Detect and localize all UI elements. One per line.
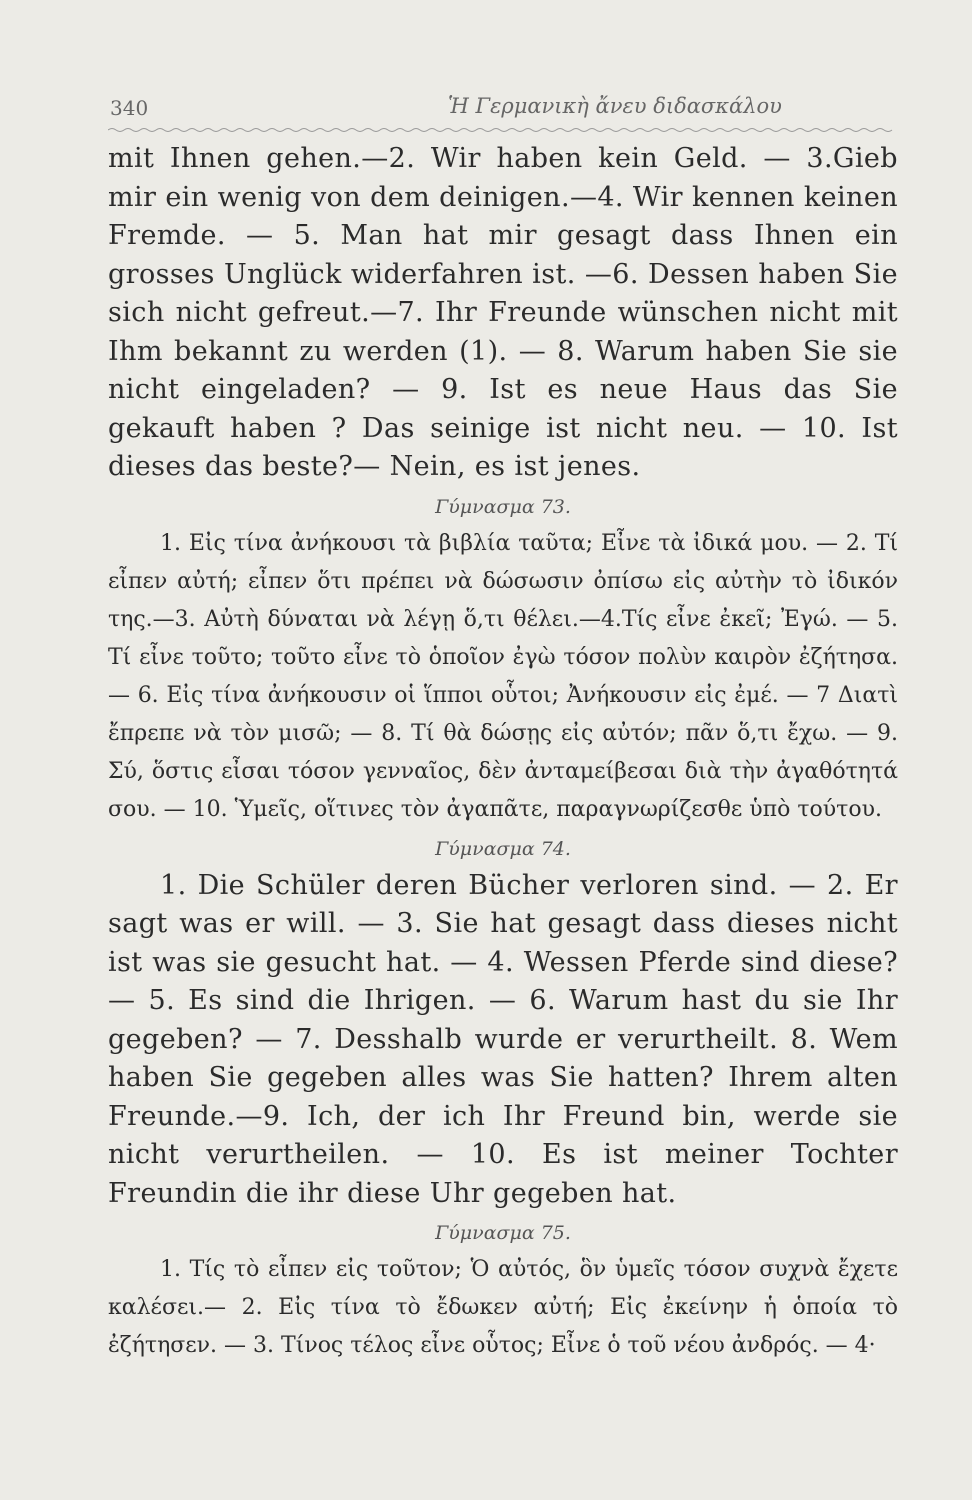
running-title: Ἡ Γερμανικὴ ἄνευ διδασκάλου <box>448 94 782 118</box>
exercise-heading-74: Γύμνασμα 74. <box>435 837 571 860</box>
german-paragraph-74: 1. Die Schüler deren Bücher verloren sind. — 2. Er sagt was er will. — 3. Sie hat gesagt dass dieses nicht ist was sie gesucht hat. — 4. Wessen Pferde sind diese? — 5. Es sind die Ihrigen. — 6. Warum hast du sie Ihr gegeben? — 7. Desshalb wurde er verurtheilt. 8. Wem haben Sie gegeben alles was Sie hatten? Ihrem alten Freunde.—9. Ich, der ich Ihr Freund bin, werde sie nicht verurtheilen. — 10. Es ist meiner Tochter Freundin die ihr diese Uhr gegeben hat. <box>108 869 898 1209</box>
wavy-header-rule <box>108 127 898 133</box>
page-header <box>108 92 898 122</box>
page-body <box>108 140 898 1365</box>
greek-paragraph-73: 1. Εἰς τίνα ἀνήκουσι τὰ βιβλία ταῦτα; Εἶνε τὰ ἰδικά μου. — 2. Τί εἶπεν αὐτή; εἶπεν ὅτι πρέπει νὰ δώσωσιν ὀπίσω εἰς αὐτὴν τὸ ἰδικόν της.—3. Αὐτὴ δύναται νὰ λέγῃ ὅ,τι θέλει.—4.Τίς εἶνε ἐκεῖ; Ἐγώ. — 5. Τί εἶνε τοῦτο; τοῦτο εἶνε τὸ ὁποῖον ἐγὼ τόσον πολὺν καιρὸν ἐζήτησα. — 6. Εἰς τίνα ἀνήκουσιν οἱ ἵπποι οὗτοι; Ἀνήκουσιν εἰς ἐμέ. — 7 Διατὶ ἔπρεπε νὰ τὸν μισῶ; — 8. Τί θὰ δώσῃς εἰς αὐτόν; πᾶν ὅ,τι ἔχω. — 9. Σύ, ὅστις εἶσαι τόσον γενναῖος, δὲν ἀνταμείβεσαι διὰ τὴν ἀγαθότητά σου. — 10. Ὑμεῖς, οἵτινες τὸν ἀγαπᾶτε, παραγνωρίζεσθε ὑπὸ τούτου. <box>108 530 898 822</box>
german-paragraph-72-continuation: mit Ihnen gehen.—2. Wir haben kein Geld. — 3.Gieb mir ein wenig von dem deinigen.—4. Wir kennen keinen Fremde. — 5. Man hat mir gesagt dass Ihnen ein grosses Unglück widerfahren ist. —6. Dessen haben Sie sich nicht gefreut.—7. Ihr Freunde wünschen nicht mit Ihm bekannt zu werden (1). — 8. Warum haben Sie sie nicht eingeladen? — 9. Ist es neue Haus das Sie gekauft haben ? Das seinige ist nicht neu. — 10. Ist dieses das beste?— Nein, es ist jenes. <box>108 143 898 482</box>
exercise-heading-73: Γύμνασμα 73. <box>435 495 571 518</box>
greek-paragraph-75: 1. Τίς τὸ εἶπεν εἰς τοῦτον; Ὁ αὐτός, ὃν ὑμεῖς τόσον συχνὰ ἔχετε καλέσει.— 2. Εἰς τίνα τὸ ἔδωκεν αὐτή; Εἰς ἐκείνην ἡ ὁποία τὸ ἐζήτησεν. — 3. Τίνος τέλος εἶνε οὗτος; Εἶνε ὁ τοῦ νέου ἀνδρός. — 4· <box>108 1257 898 1358</box>
exercise-heading-75: Γύμνασμα 75. <box>435 1222 571 1244</box>
page-number: 340 <box>110 96 149 120</box>
